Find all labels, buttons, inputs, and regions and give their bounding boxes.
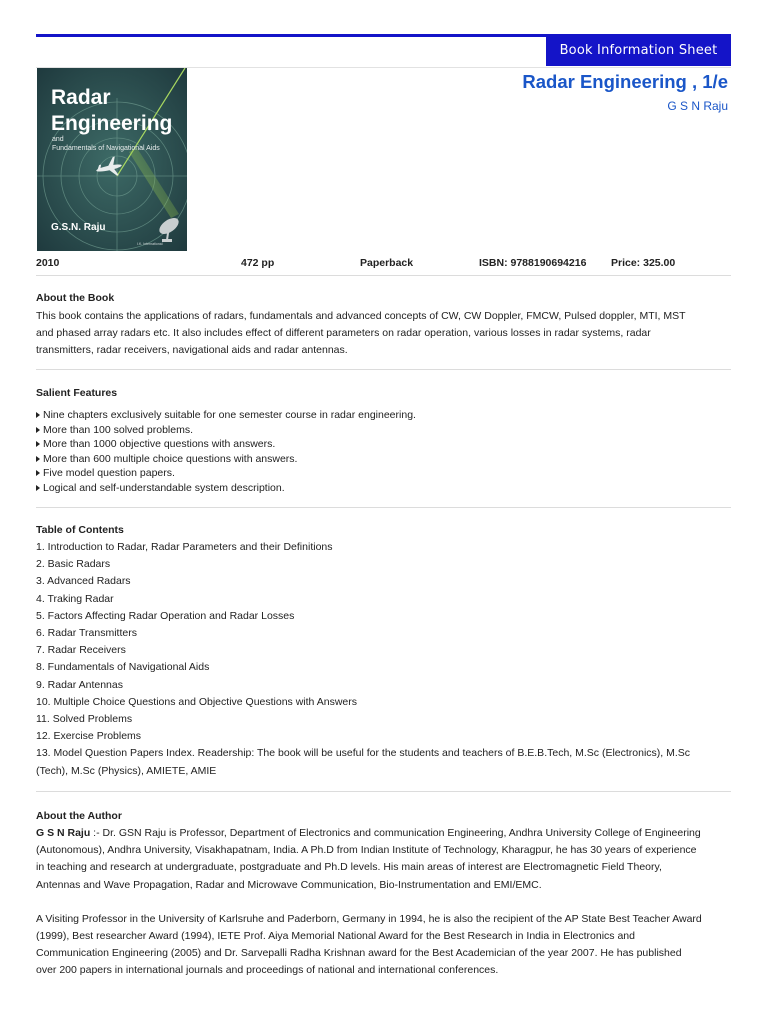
bullet-triangle-icon [36, 441, 40, 447]
about-book-line-3: transmitters, radar receivers, navigational aids and radar antennas. [36, 344, 348, 357]
cover-publisher: I.K. International [137, 242, 163, 246]
feature-item [36, 408, 731, 423]
bullet-triangle-icon [36, 470, 40, 476]
meta-price: Price: 325.00 [611, 257, 676, 269]
author-para2-line-2: (1999), Best researcher Award (1994), IETE Prof. Aiya Memorial National Award for the Best Research in India in Electronics and [36, 930, 635, 943]
about-author-heading: About the Author [36, 810, 122, 822]
author-para2-line-1: A Visiting Professor in the University of Karlsruhe and Paderborn, Germany in 1994, he is also the recipient of the AP State Best Teacher Award [36, 912, 702, 925]
about-book-section [36, 292, 731, 360]
author-name: G S N Raju [36, 827, 91, 839]
toc-section [36, 524, 731, 780]
feature-text: Nine chapters exclusively suitable for one semester course in radar engineering. [43, 409, 416, 421]
bullet-triangle-icon [36, 412, 40, 418]
toc-item: 1. Introduction to Radar, Radar Parameters and their Definitions [36, 541, 333, 553]
feature-item [36, 452, 731, 467]
toc-item: 8. Fundamentals of Navigational Aids [36, 661, 210, 674]
author-para1-line-2: (Autonomous), Andhra University, Visakhapatnam, India. A Ph.D from Indian Institute of Technology, Kharagpur, he has 30 years of experience [36, 844, 697, 857]
feature-text: More than 1000 objective questions with answers. [43, 438, 276, 450]
meta-pages: 472 pp [241, 257, 275, 269]
section-divider [36, 791, 731, 792]
meta-divider [36, 275, 731, 276]
author-para1-line-3: in teaching and research at undergraduate, postgraduate and Ph.D levels. His main areas of interest are Electromagnetic Field Theory, [36, 861, 662, 874]
toc-item: (Tech), M.Sc (Physics), AMIETE, AMIE [36, 764, 217, 777]
feature-item [36, 437, 731, 452]
features-list [36, 408, 731, 495]
about-author-section [36, 810, 731, 980]
about-book-line-1: This book contains the applications of radars, fundamentals and advanced concepts of CW, CW Doppler, FMCW, Pulsed doppler, MTI, MST [36, 310, 686, 322]
toc-item: 4. Traking Radar [36, 592, 114, 605]
section-divider [36, 369, 731, 370]
meta-binding: Paperback [360, 257, 414, 269]
meta-year: 2010 [36, 257, 60, 269]
cover-title-line1: Radar [51, 86, 111, 109]
toc-item: 2. Basic Radars [36, 558, 111, 571]
toc-item: 5. Factors Affecting Radar Operation and Radar Losses [36, 609, 295, 622]
about-book-line-2: and phased array radars etc. It also includes effect of different parameters on radar operation, various losses in radar systems, radar [36, 327, 651, 340]
book-cover-image [37, 68, 187, 251]
feature-text: Logical and self-understandable system description. [43, 481, 285, 494]
feature-item [36, 481, 731, 496]
toc-item: 13. Model Question Papers Index. Readership: The book will be useful for the students and teachers of B.E.B.Tech, M.Sc (Electronics), M.Sc [36, 747, 691, 760]
author-para2-line-4: over 200 papers in international journals and proceedings of national and international conferences. [36, 964, 499, 977]
cover-subtitle-line2: Fundamentals of Navigational Aids [52, 145, 160, 152]
author-para1-line-1 [36, 825, 731, 842]
feature-item [36, 466, 731, 481]
salient-features-heading: Salient Features [36, 387, 118, 399]
toc-item: 12. Exercise Problems [36, 730, 142, 743]
book-author: G S N Raju [667, 99, 728, 113]
sheet-badge: Book Information Sheet [546, 34, 731, 66]
salient-features-section [36, 387, 731, 495]
bullet-triangle-icon [36, 485, 40, 491]
toc-item: 7. Radar Receivers [36, 644, 126, 657]
feature-text: Five model question papers. [43, 467, 175, 479]
meta-isbn: ISBN: 9788190694216 [479, 257, 587, 269]
about-book-heading: About the Book [36, 292, 115, 304]
bullet-triangle-icon [36, 427, 40, 433]
cover-title-line2: Engineering [51, 112, 173, 135]
feature-item [36, 423, 731, 438]
book-title: Radar Engineering , 1/e [522, 71, 728, 92]
toc-item: 6. Radar Transmitters [36, 627, 137, 640]
feature-text: More than 100 solved problems. [43, 423, 193, 436]
cover-subtitle-line1: and [52, 136, 64, 143]
bullet-triangle-icon [36, 456, 40, 462]
toc-item: 10. Multiple Choice Questions and Objective Questions with Answers [36, 695, 357, 708]
book-meta-row [36, 257, 731, 274]
toc-item: 9. Radar Antennas [36, 678, 123, 691]
cover-author: G.S.N. Raju [51, 222, 106, 233]
section-divider [36, 507, 731, 508]
toc-item: 11. Solved Problems [36, 713, 133, 726]
feature-text: More than 600 multiple choice questions with answers. [43, 452, 298, 465]
author-para1-line-4: Antennas and Wave Propagation, Radar and Microwave Communication, Bio-Instrumentation and EMI/EMC. [36, 878, 542, 891]
author-intro-text: :- Dr. GSN Raju is Professor, Department of Electronics and communication Engineering, Andhra University College of Engineering [90, 827, 701, 839]
toc-list [36, 539, 731, 780]
toc-heading: Table of Contents [36, 524, 124, 536]
author-para2-line-3: Communication Engineering (2005) and Dr. Sarvepalli Radha Krishnan award for the Best Academician of the year 2007. He has published [36, 947, 682, 960]
toc-item: 3. Advanced Radars [36, 575, 131, 588]
